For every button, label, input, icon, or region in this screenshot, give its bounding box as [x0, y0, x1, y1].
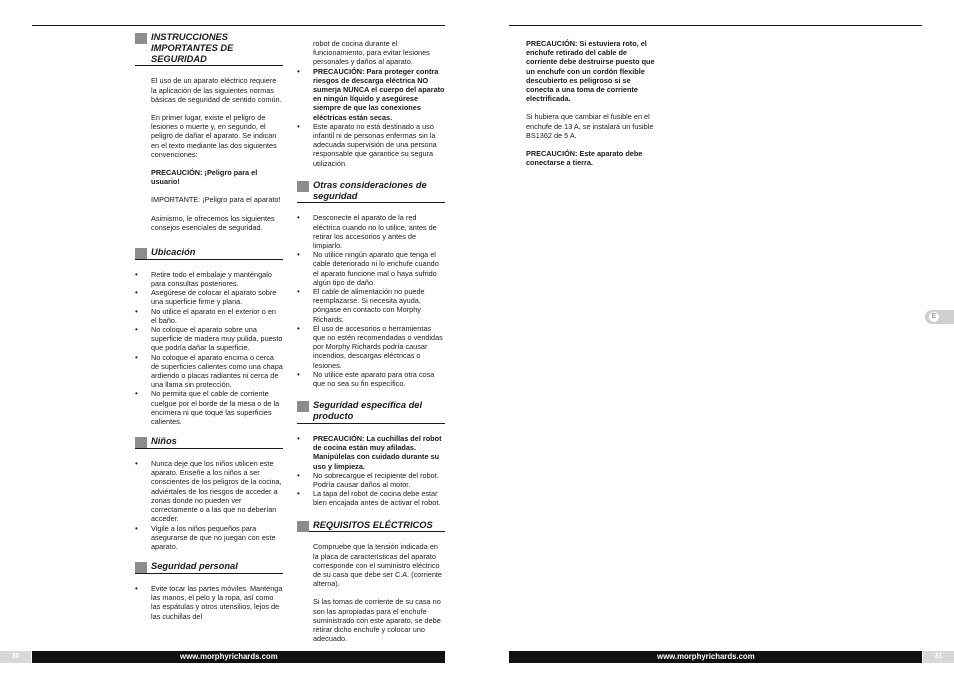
- right-column: [526, 39, 660, 176]
- language-tab-label: E: [929, 312, 939, 322]
- section-title: Seguridad específica del producto: [313, 400, 423, 422]
- section-marker-icon: [135, 437, 147, 448]
- top-rule-right: [509, 25, 922, 26]
- paragraph: En primer lugar, existe el peligro de lesiones o muerte y, en segundo, el peligro de dañar el aparato. Se indican en el texto mediante las dos siguientes convenciones:: [151, 113, 277, 159]
- list-item: • No utilice este aparato para otra cosa que no sea su fin específico.: [313, 370, 445, 388]
- bullet-list: [313, 67, 445, 168]
- section-title: Niños: [151, 436, 177, 447]
- section-heading: [297, 180, 445, 204]
- section-marker-icon: [297, 181, 309, 192]
- list-item: • No permita que el cable de corriente cuelgue por el borde de la mesa o de la encimera ni que toque las superficies calientes.: [151, 389, 283, 426]
- list-item: • Vigile a los niños pequeños para asegurarse de que no juegan con este aparato.: [151, 524, 283, 552]
- paragraph: Si las tomas de corriente de su casa no son las apropiadas para el enchufe suministrado con este aparato, se debe retirar dicho enchufe y colocar uno adecuado.: [313, 597, 441, 644]
- list-item: • PRECAUCIÓN: La cuchillas del robot de cocina están muy afiladas. Manipúlelas con cuidado durante su uso y limpieza.: [313, 434, 445, 471]
- list-item: • Evite tocar las partes móviles. Mantenga las manos, el pelo y la ropa, así como las espátulas y otros utensilios, lejos de las cuchillas del: [151, 584, 283, 621]
- list-item: • No utilice ningún aparato que tenga el cable deteriorado ni lo enchufe cuando el aparato funcione mal o haya sufrido algún tipo de daño.: [313, 250, 445, 287]
- paragraph: IMPORTANTE: ¡Peligro para el aparato!: [151, 195, 281, 205]
- section-heading: [135, 247, 283, 260]
- list-item: • El uso de accesorios o herramientas que no estén recomendadas o vendidas por Morphy Richards podría causar incendios, descargas eléctricas o lesiones.: [313, 324, 445, 370]
- section-marker-icon: [297, 521, 309, 532]
- list-item: • PRECAUCIÓN: Para proteger contra riesgos de descarga eléctrica NO sumerja NUNCA el cuerpo del aparato en ningún líquido y asegúrese siempre de que las conexiones eléctricas están secas.: [313, 67, 445, 122]
- list-item: • La tapa del robot de cocina debe estar bien encajada antes de activar el robot.: [313, 489, 445, 507]
- section-title: Otras consideraciones de seguridad: [313, 179, 427, 201]
- paragraph: Asimismo, le ofrecemos los siguientes consejos esenciales de seguridad.: [151, 213, 275, 232]
- bullet-list: [313, 434, 445, 508]
- list-item: • No coloque el aparato encima o cerca de superficies calientes como una chapa ardiendo o placas radiantes ni cerca de una llama sin protección.: [151, 353, 283, 390]
- page-number-left: 30: [0, 651, 31, 663]
- page-number-right: 31: [923, 651, 954, 663]
- section-title: INSTRUCCIONES IMPORTANTES DE SEGURIDAD: [151, 32, 234, 64]
- bullet-list: [151, 459, 283, 551]
- bullet-list: [313, 213, 445, 388]
- paragraph: Compruebe que la tensión indicada en la placa de características del aparato corresponde con el suministro eléctrico de su casa que debe ser C.A. (corriente alterna).: [313, 542, 442, 589]
- bullet-list: [151, 584, 283, 621]
- paragraph: PRECAUCIÓN: Si estuviera roto, el enchufe retirado del cable de corriente debe destruirse puesto que un enchufe con un cordón flexible descubierto es peligroso si se conecta a una toma de corriente electrificada.: [526, 39, 655, 104]
- list-item: • Asegúrese de colocar el aparato sobre una superficie firme y plana.: [151, 288, 283, 306]
- section-marker-icon: [297, 401, 309, 412]
- footer-url[interactable]: www.morphyrichards.com: [657, 652, 755, 661]
- section-heading: [297, 520, 445, 533]
- list-item: • No sobrecargue el recipiente del robot. Podría causar daños al motor.: [313, 471, 445, 489]
- list-item: • No coloque el aparato sobre una superficie de madera muy pulida, puesto que podría dañar la superficie.: [151, 325, 283, 353]
- section-title: Ubicación: [151, 247, 196, 258]
- section-title: Seguridad personal: [151, 561, 238, 572]
- section-heading: [135, 32, 283, 66]
- list-item: • El cable de alimentación no puede reemplazarse. Si necesita ayuda, póngase en contacto con Morphy Richards.: [313, 287, 445, 324]
- section-marker-icon: [135, 248, 147, 259]
- footer-bar-right: [509, 651, 922, 663]
- section-marker-icon: [135, 562, 147, 573]
- left-column-2: [313, 39, 445, 652]
- language-tab: [925, 310, 954, 324]
- paragraph: robot de cocina durante el funcionamiento, para evitar lesiones personales y daños al aparato.: [313, 39, 430, 67]
- list-item: • No utilice el aparato en el exterior o en el baño.: [151, 307, 283, 325]
- list-item: • Este aparato no está destinado a uso infantil ni de personas enfermas sin la adecuada supervisión de una persona responsable que garantice su segura utilización.: [313, 122, 445, 168]
- list-item: • Nunca deje que los niños utilicen este aparato. Enseñe a los niños a ser conscientes de los peligros de la cocina, adviértales de los riesgos de acceder a zonas donde no pueden ver correctamente o a las que no deberían acceder.: [151, 459, 283, 523]
- footer-bar-left: [32, 651, 445, 663]
- section-title: REQUISITOS ELÉCTRICOS: [313, 519, 433, 530]
- left-column-1: [151, 32, 283, 631]
- section-heading: [135, 561, 283, 574]
- paragraph: PRECAUCIÓN: ¡Peligro para el usuario!: [151, 168, 258, 187]
- paragraph: PRECAUCIÓN: Este aparato debe conectarse a tierra.: [526, 149, 643, 168]
- section-heading: [135, 436, 283, 449]
- paragraph: El uso de un aparato eléctrico requiere la aplicación de las siguientes normas básicas de seguridad de sentido común.: [151, 76, 282, 104]
- bullet-list: [151, 270, 283, 426]
- paragraph: Si hubiera que cambiar el fusible en el enchufe de 13 A, se instalará un fusible BS1362 de 5 A.: [526, 112, 654, 140]
- section-heading: [297, 400, 445, 424]
- footer-url[interactable]: www.morphyrichards.com: [180, 652, 278, 661]
- section-marker-icon: [135, 33, 147, 44]
- list-item: • Retire todo el embalaje y manténgalo para consultas posteriores.: [151, 270, 283, 288]
- top-rule-left: [32, 25, 445, 26]
- list-item: • Desconecte el aparato de la red eléctrica cuando no lo utilice, antes de retirar los accesorios y antes de limpiarlo.: [313, 213, 445, 250]
